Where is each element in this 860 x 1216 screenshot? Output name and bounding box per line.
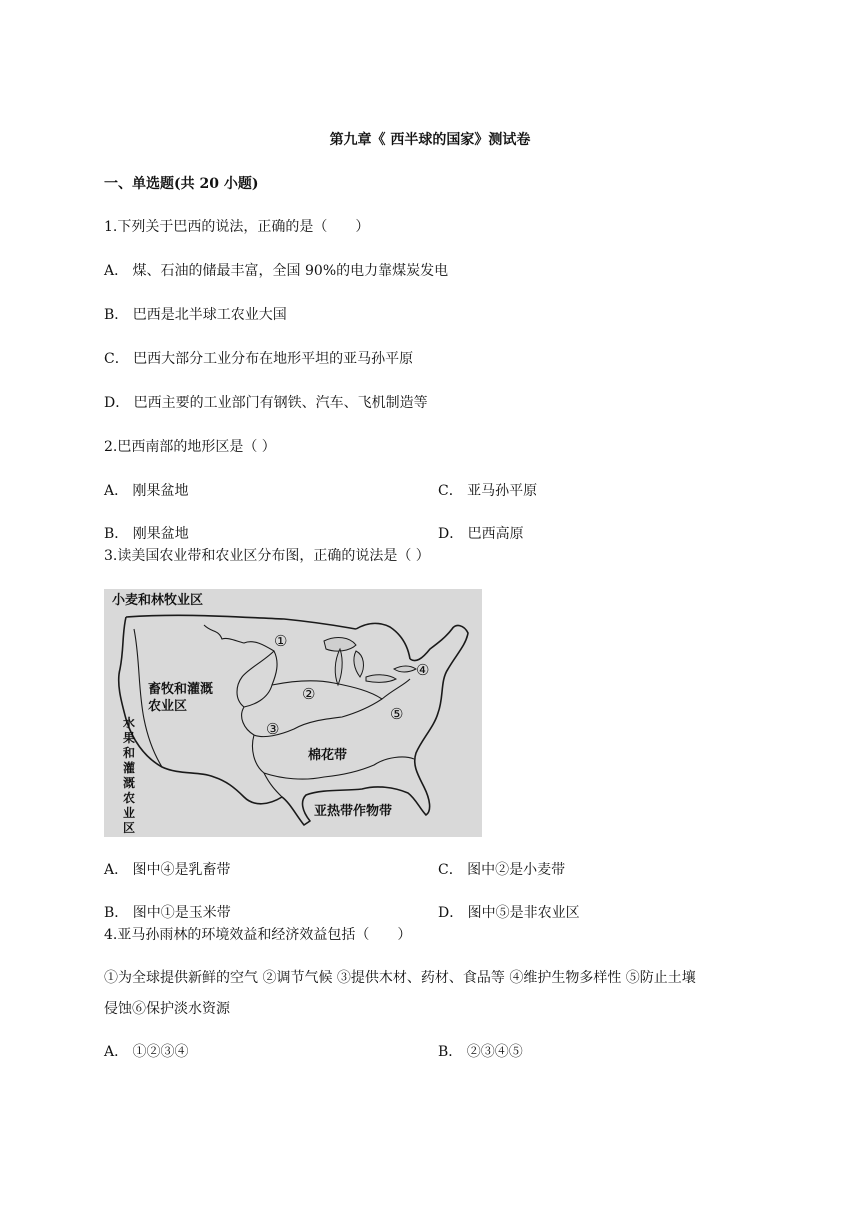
map-label-livestock-2: 农业区	[148, 699, 188, 714]
section-heading: 一、单选题(共 20 小题)	[104, 176, 259, 192]
svg-text:水: 水	[123, 716, 136, 730]
question-4-option-b: B． ②③④⑤	[438, 1044, 523, 1060]
svg-text:业: 业	[123, 806, 136, 820]
question-3-stem: 3.读美国农业带和农业区分布图，正确的说法是（ ）	[104, 548, 430, 564]
map-label-cotton: 棉花带	[308, 748, 348, 763]
map-label-wheat-forest: 小麦和林牧业区	[112, 593, 204, 608]
svg-text:和: 和	[123, 746, 136, 760]
question-1-stem: 1.下列关于巴西的说法，正确的是（ ）	[104, 219, 370, 235]
map-marker-4: ④	[416, 661, 430, 679]
question-1-option-a: A． 煤、石油的储最丰富，全国 90%的电力靠煤炭发电	[104, 263, 449, 279]
map-label-subtropical: 亚热带作物带	[314, 804, 393, 819]
map-marker-3: ③	[266, 720, 280, 738]
map-marker-5: ⑤	[390, 705, 404, 723]
question-2-stem: 2.巴西南部的地形区是（ ）	[104, 439, 276, 455]
question-3-option-a: A． 图中④是乳畜带	[104, 862, 231, 878]
us-agriculture-map	[104, 589, 482, 837]
map-marker-2: ②	[302, 685, 316, 703]
question-2-option-d: D． 巴西高原	[438, 526, 524, 542]
map-marker-1: ①	[274, 632, 288, 650]
question-3-option-b: B． 图中①是玉米带	[104, 905, 231, 921]
question-3-option-d: D． 图中⑤是非农业区	[438, 905, 580, 921]
page-title: 第九章《 西半球的国家》测试卷	[329, 132, 531, 148]
question-1-option-b: B． 巴西是北半球工农业大国	[104, 307, 287, 323]
question-2-option-a: A． 刚果盆地	[104, 483, 189, 499]
svg-text:灌: 灌	[123, 761, 136, 775]
question-4-line-1: ①为全球提供新鲜的空气 ②调节气候 ③提供木材、药材、食品等 ④维护生物多样性 ⑤防止土壤	[104, 970, 696, 986]
question-2-option-b: B． 刚果盆地	[104, 526, 189, 542]
question-2-option-c: C． 亚马孙平原	[438, 483, 538, 499]
question-4-line-2: 侵蚀⑥保护淡水资源	[104, 1001, 230, 1017]
question-1-option-c: C． 巴西大部分工业分布在地形平坦的亚马孙平原	[104, 351, 414, 367]
question-3-option-c: C． 图中②是小麦带	[438, 862, 566, 878]
svg-text:区: 区	[123, 821, 136, 835]
map-label-livestock: 畜牧和灌溉	[148, 682, 214, 697]
question-4-stem: 4.亚马孙雨林的环境效益和经济效益包括（ ）	[104, 927, 412, 943]
svg-text:果: 果	[123, 731, 136, 745]
question-1-option-d: D． 巴西主要的工业部门有钢铁、汽车、飞机制造等	[104, 395, 428, 411]
question-4-option-a: A． ①②③④	[104, 1044, 189, 1060]
svg-text:溉: 溉	[123, 776, 136, 790]
svg-text:农: 农	[123, 791, 136, 805]
